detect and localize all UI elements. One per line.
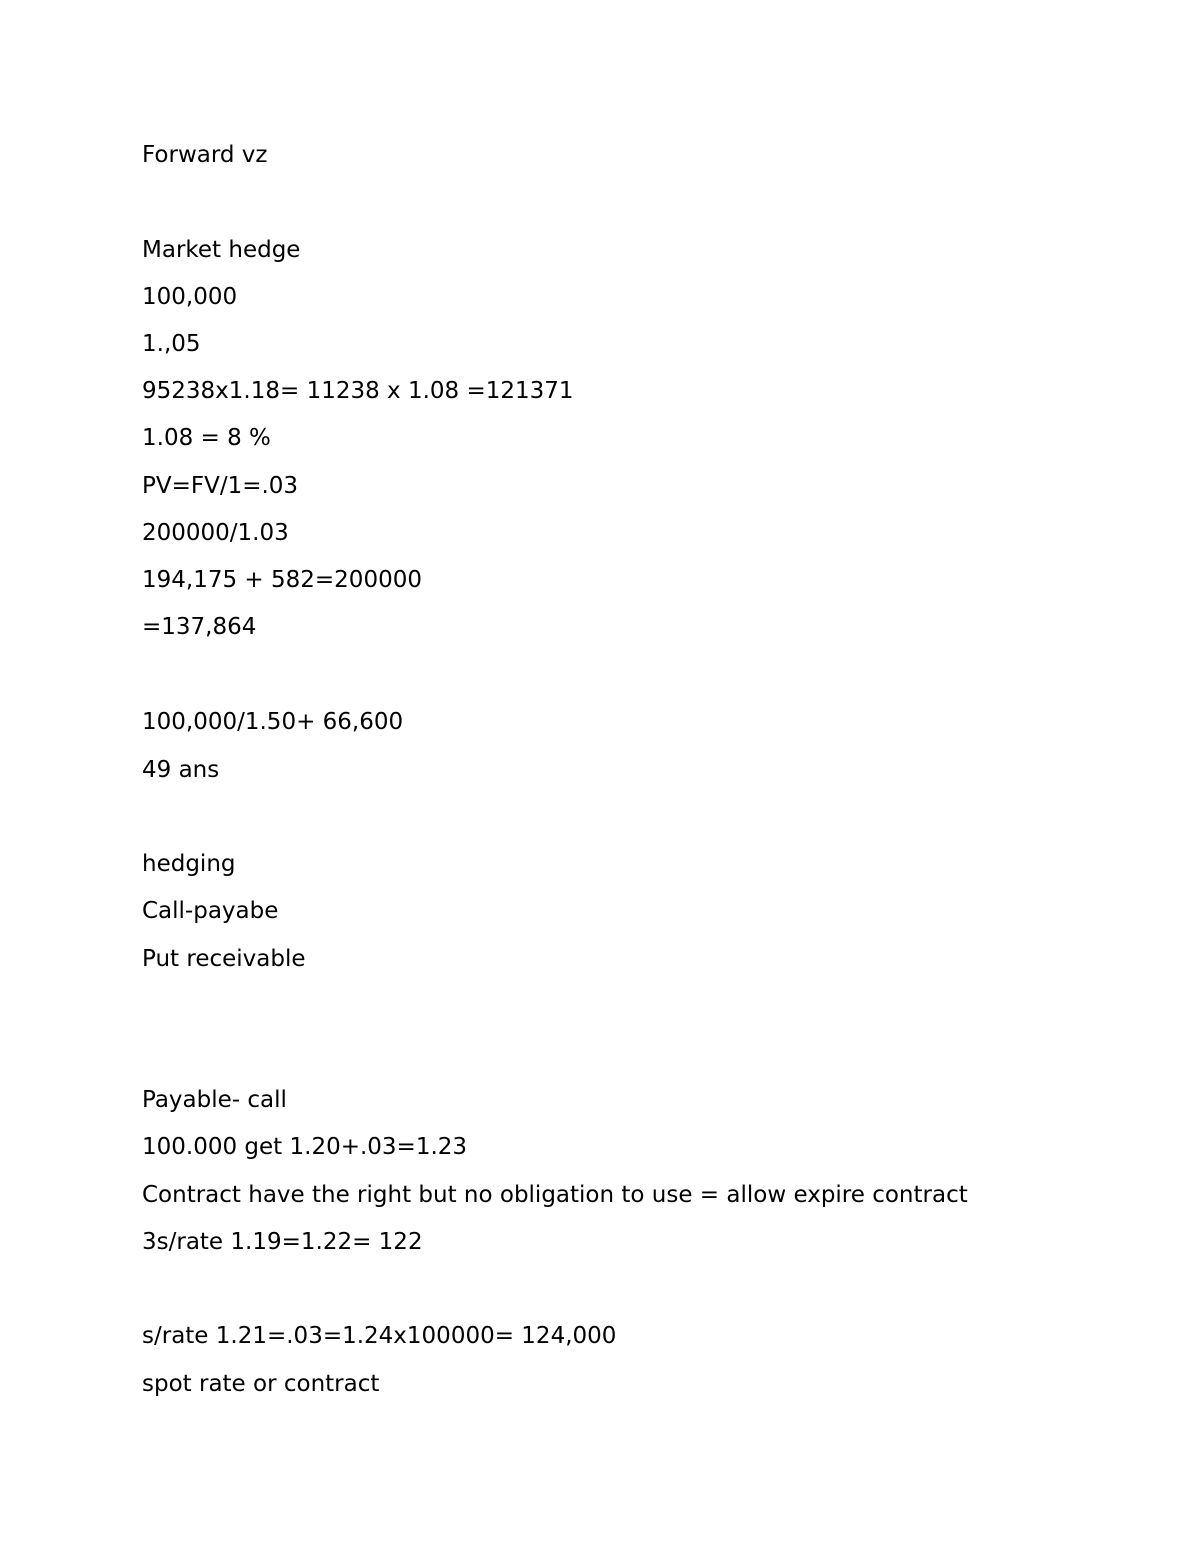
text-line: PV=FV/1=.03: [142, 473, 299, 499]
text-line: Contract have the right but no obligation to use = allow expire contract: [142, 1182, 968, 1208]
text-line-hedging: hedging: [142, 851, 236, 877]
text-line: Put receivable: [142, 946, 306, 972]
text-line: 100,000/1.50+ 66,600: [142, 709, 404, 735]
text-line: 200000/1.03: [142, 520, 289, 546]
text-line-market-hedge: Market hedge: [142, 237, 301, 263]
text-line: 95238x1.18= 11238 x 1.08 =121371: [142, 378, 574, 404]
text-line: 3s/rate 1.19=1.22= 122: [142, 1229, 423, 1255]
text-line: 194,175 + 582=200000: [142, 567, 422, 593]
text-line: Call-payabe: [142, 898, 279, 924]
text-line: 49 ans: [142, 757, 220, 783]
text-line: 100.000 get 1.20+.03=1.23: [142, 1134, 468, 1160]
text-line: 100,000: [142, 284, 238, 310]
text-line: =137,864: [142, 614, 257, 640]
text-line: 1.08 = 8 %: [142, 425, 271, 451]
text-line-payable-call: Payable- call: [142, 1087, 287, 1113]
text-line-forward: Forward vz: [142, 142, 268, 168]
text-line: s/rate 1.21=.03=1.24x100000= 124,000: [142, 1323, 617, 1349]
text-line: spot rate or contract: [142, 1371, 380, 1397]
text-line: 1.,05: [142, 331, 201, 357]
